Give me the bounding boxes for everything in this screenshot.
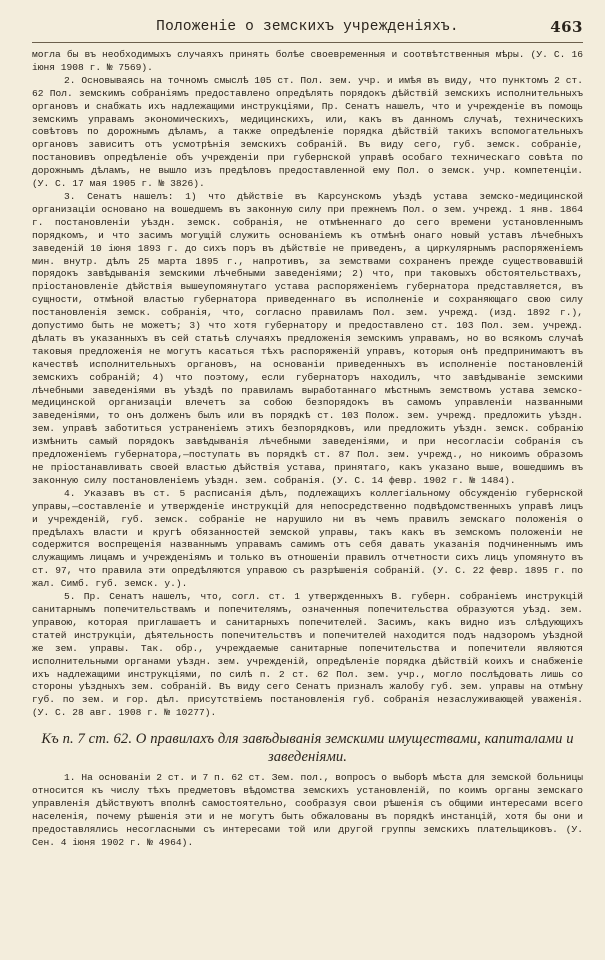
section-heading: Къ п. 7 ст. 62. О правилахъ для завѣдыванія земскими имуществами, капиталами и заведеніями.	[41, 731, 574, 766]
paragraph-2: 2. Основываясь на точномъ смыслѣ 105 ст. Пол. зем. учр. и имѣя въ виду, что пунктомъ 2 ст. 62 Пол. земскимъ собраніямъ предоставлено опредѣлять порядокъ дѣйствій земскихъ исполнительныхъ органовъ и снабжать ихъ надлежащими инструкціями, Пр. Сенатъ нашелъ, что и учрежденіе въ помощь земскимъ управамъ экономическихъ, медицинскихъ, или, какъ въ данномъ случаѣ, техническихъ совѣтовъ по дорожнымъ дѣламъ, а также опредѣленіе порядка дѣйствій такихъ вспомогательныхъ органовъ зависитъ отъ усмотрѣнія земскихъ собраній. Въ виду сего, губ. земск. собраніе, постановивъ опредѣленіе объ учрежденіи при губернской управѣ особаго техническаго совѣта по дорожнымъ дѣламъ, не вышло изъ предѣловъ предоставленной ему Пол. о земск. учр. компетенціи. (У. С. 17 мая 1905 г. № 3826).	[32, 74, 583, 190]
page-number: 463	[550, 18, 583, 36]
page-header	[32, 14, 583, 40]
section-paragraph-1: 1. На основаніи 2 ст. и 7 п. 62 ст. Зем. пол., вопросъ о выборѣ мѣста для земской больницы относится къ числу тѣхъ предметовъ вѣдомства земскихъ установленій, по коимъ органы земскаго управленія дѣйствуютъ вполнѣ самостоятельно, сообразуя свои рѣшенія съ общими интересами всего населенія, почему рѣшенія эти и не могутъ быть обжалованы въ порядкѣ инстанцій, хотя бы они и предоставлялись несогласными съ интересами той или другой группы земскихъ плательщиковъ. (У. Сен. 4 іюня 1902 г. № 4964).	[32, 772, 583, 848]
paragraph-4: 4. Указавъ въ ст. 5 расписанія дѣлъ, подлежащихъ коллегіальному обсужденію губернской управы,—составленіе и утвержденіе инструкцій для непосредственно подвѣдомственныхъ управѣ лицъ и учрежденій, губ. земск. собраніе не нарушило ни въ чемъ правилъ земскаго положенія о предѣлахъ власти и кругѣ обязанностей земской управы, такъ какъ въ земскомъ положеніи не содержится воспрещенія названнымъ управамъ самимъ отъ себя давать указанія подчиненнымъ имъ служащимъ лицамъ и учрежденіямъ и только въ отношеніи правилъ отчетности сихъ лицъ упомянуто въ ст. 97, что правила эти опредѣляются управою съ разрѣшенія собраній. (У. С. 22 февр. 1895 г. по жал. Симб. губ. земск. у.).	[32, 487, 583, 590]
section-body-text	[32, 772, 583, 849]
paragraph-continued: могла бы въ необходимыхъ случаяхъ принять болѣе своевременныя и соотвѣтственныя мѣры. (У. С. 16 іюня 1908 г. № 7569).	[32, 49, 583, 73]
running-title: Положеніе о земскихъ учрежденіяхъ.	[156, 19, 459, 35]
body-text	[32, 49, 583, 720]
paragraph-5: 5. Пр. Сенатъ нашелъ, что, согл. ст. 1 утвержденныхъ В. губерн. собраніемъ инструкцій санитарнымъ попечительствамъ и попечителямъ, означенныя попечительства образуются уѣзд. зем. управою, которая приглашаетъ и санитарныхъ попечителей. Засимъ, какъ видно изъ слѣдующихъ статей инструкціи, дѣятельность попечительствъ и попечителей находится подъ надзоромъ уѣздной же зем. управы. Так. обр., учреждаемые санитарные попечительства и попечители являются исполнительными органами уѣздн. зем. учрежденій, опредѣленіе порядка дѣйствій коихъ и снабженіе ихъ надлежащими инструкціями, по силѣ п. 2 ст. 62 Пол. зем. учр., могло послѣдовать лишь со стороны уѣздныхъ зем. собраній. Въ виду сего Сенатъ призналъ жалобу губ. зем. управы на отмѣну губ. по зем. и гор. дѣл. присутствіемъ постановленія губ. собранія незаслуживающей уваженія. (У. С. 28 авг. 1908 г. № 10277).	[32, 591, 583, 719]
paragraph-3: 3. Сенатъ нашелъ: 1) что дѣйствіе въ Карсунскомъ уѣздѣ устава земско-медицинской организаціи основано на вошедшемъ въ законную силу при прежнемъ Пол. о зем. учрежд. 1 янв. 1864 г. постановленіи уѣздн. земск. собранія, не отмѣненнаго до сего времени установленнымъ порядкомъ, и что засимъ могущій служить основаніемъ къ отмѣнѣ онаго новый уставъ лѣчебныхъ заведеній 10 іюня 1893 г. до сихъ поръ въ дѣйствіе не приведенъ, а циркулярнымъ распоряженіемъ мин. внутр. дѣлъ 25 марта 1895 г., напротивъ, за земствами сохраненъ прежде существовавшій порядокъ завѣдыванія земскими лѣчебными заведеніями; 2) что, при таковыхъ обстоятельствахъ, пріостановленіе дѣйствія вышеупомянутаго устава распоряженіемъ губернатора представляется, въ сущности, отмѣной властью губернатора приведеннаго въ исполненіе и сохраняющаго свою силу постановленія земск. собранія, что, согласно правиламъ Пол. зем. учрежд. (изд. 1892 г.), допустимо быть не можетъ; 3) что хотя губернатору и предоставлено ст. 103 Пол. зем. учрежд. дѣлать въ указанныхъ въ сей статьѣ случаяхъ предложенія земскимъ управамъ, но во всякомъ случаѣ таковыя предложенія не могутъ касаться тѣхъ распоряженій управъ, которыя онѣ предпринимаютъ въ качествѣ исполнительныхъ органовъ, на основаніи приведенныхъ въ исполненіе постановленій земскихъ собраній; 4) что поэтому, если губернаторъ находилъ, что завѣдываніе земскими лѣчебными заведеніями въ уѣздѣ по правиламъ выработаннаго мѣстнымъ земствомъ устава земско-медицинской организаціи влечетъ за собою безпорядокъ въ самомъ управленіи названными заведеніями, то онъ долженъ былъ или въ порядкѣ ст. 103 Полож. зем. учрежд. предложить уѣздн. зем. управѣ заботиться устраненіемъ этихъ безпорядковъ, или предложить уѣздн. земск. собранію измѣнить самый порядокъ завѣдыванія лѣчебными заведеніями, и при несогласіи собранія съ предложеніемъ губернатора,—поступать въ порядкѣ ст. 87 Пол. зем. учрежд., но никоимъ образомъ не пріостанавливать своей властью дѣйствія устава, принятаго, какъ указано выше, вошедшимъ въ законную силу постановленіемъ уѣздн. зем. собранія. (У. С. 14 февр. 1902 г. № 1484).	[32, 190, 583, 486]
header-rule	[32, 42, 583, 43]
